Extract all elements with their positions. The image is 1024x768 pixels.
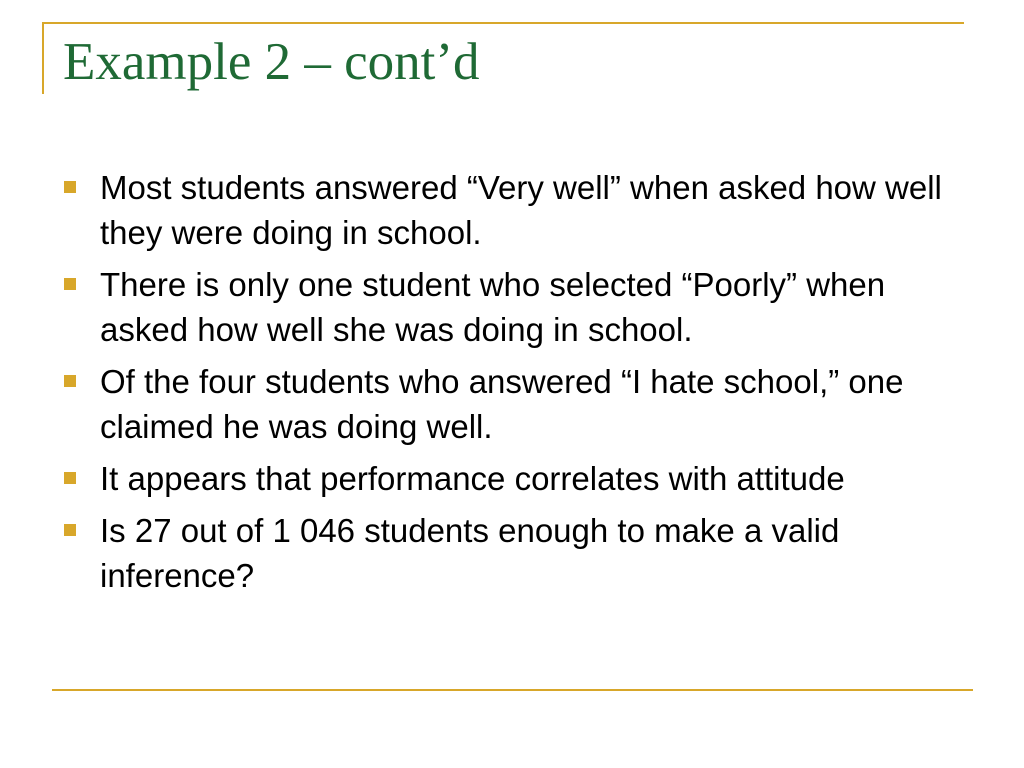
bullet-item-4 — [64, 456, 964, 501]
bottom-decorative-rule — [52, 689, 973, 691]
bullet-text-3: Of the four students who answered “I hate school,” one claimed he was doing well. — [100, 363, 904, 445]
square-bullet-icon — [64, 472, 76, 484]
bullet-list — [64, 165, 964, 605]
bullet-text-5: Is 27 out of 1 046 students enough to make a valid inference? — [100, 512, 840, 594]
square-bullet-icon — [64, 524, 76, 536]
square-bullet-icon — [64, 278, 76, 290]
square-bullet-icon — [64, 375, 76, 387]
bullet-item-2 — [64, 262, 964, 352]
top-decorative-rule — [44, 22, 964, 24]
bullet-text-1: Most students answered “Very well” when asked how well they were doing in school. — [100, 169, 942, 251]
square-bullet-icon — [64, 181, 76, 193]
bullet-text-2: There is only one student who selected “Poorly” when asked how well she was doing in school. — [100, 266, 886, 348]
bullet-item-5 — [64, 508, 964, 598]
bullet-item-3 — [64, 359, 964, 449]
bullet-item-1 — [64, 165, 964, 255]
bullet-text-4: It appears that performance correlates with attitude — [100, 460, 845, 497]
slide-title: Example 2 – cont’d — [63, 33, 480, 91]
left-decorative-rule — [42, 22, 44, 94]
